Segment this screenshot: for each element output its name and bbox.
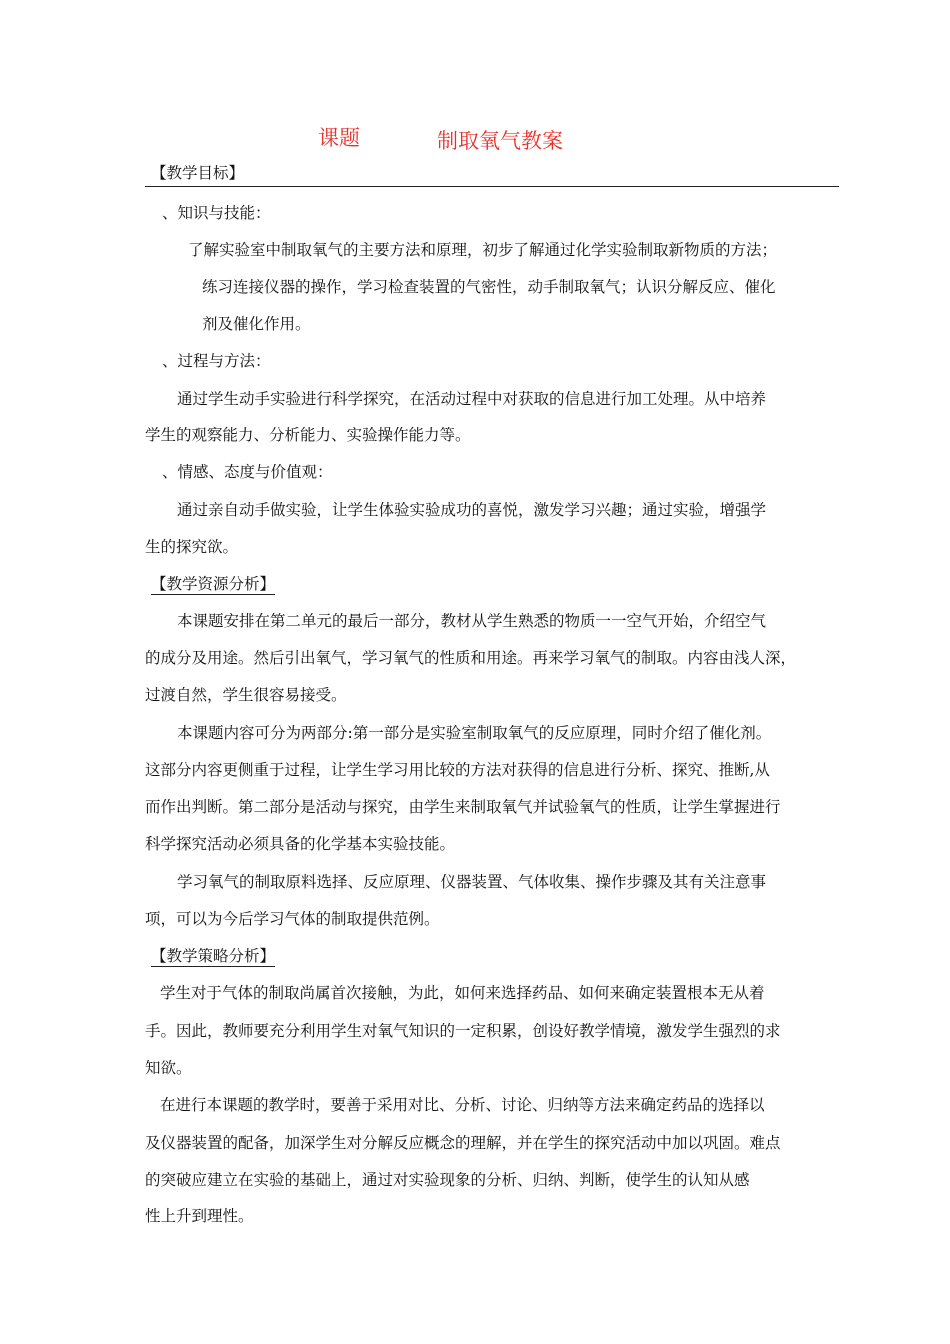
strategy-heading [151, 946, 275, 966]
strategy-p2-line-3: 的突破应建立在实验的基础上，通过对实验现象的分析、归纳、判断，使学生的认知从感 [145, 1171, 750, 1189]
emotion-line-1: 通过亲自动手做实验，让学生体验实验成功的喜悦，激发学习兴趣；通过实验，增强学 [177, 501, 767, 519]
knowledge-line-2: 练习连接仪器的操作，学习检查装置的气密性，动手制取氧气；认识分解反应、催化 [202, 278, 776, 296]
resource-p3-line-2: 项，可以为今后学习气体的制取提供范例。 [145, 910, 440, 928]
objectives-heading: 【教学目标】 [151, 164, 245, 182]
strategy-p1-line-2: 手。因此，教师要充分利用学生对氧气知识的一定积累，创设好教学情境，激发学生强烈的求 [145, 1022, 781, 1040]
document-title [0, 122, 950, 154]
heading-rule [145, 186, 839, 187]
strategy-heading-text: 【教学策略分析】 [151, 947, 276, 965]
resource-p2-line-1: 本课题内容可分为两部分:第一部分是实验室制取氧气的反应原理，同时介绍了催化剂。 [177, 724, 772, 742]
resource-p2-line-4: 科学探究活动必须具备的化学基本实验技能。 [145, 835, 456, 853]
knowledge-line-1: 了解实验室中制取氧气的主要方法和原理，初步了解通过化学实验制取新物质的方法； [188, 241, 778, 259]
process-heading: 、过程与方法： [162, 352, 271, 370]
strategy-p1-line-3: 知欲。 [145, 1059, 192, 1077]
knowledge-heading: 、知识与技能： [162, 204, 271, 222]
process-line-2: 学生的观察能力、分析能力、实验操作能力等。 [145, 426, 471, 444]
title-prefix: 课题 [318, 126, 360, 150]
resource-p2-line-2: 这部分内容更侧重于过程，让学生学习用比较的方法对获得的信息进行分析、探究、推断,从 [145, 761, 770, 779]
title-main: 制取氧气教案 [437, 129, 563, 153]
emotion-heading: 、情感、态度与价值观： [162, 463, 333, 481]
resource-p2-line-3: 而作出判断。第二部分是活动与探究，由学生来制取氧气并试验氧气的性质，让学生掌握进行 [145, 798, 781, 816]
resource-heading [151, 574, 275, 594]
strategy-p2-line-2: 及仪器装置的配备，加深学生对分解反应概念的理解，并在学生的探究活动中加以巩固。难点 [145, 1134, 781, 1152]
knowledge-line-3: 剂及催化作用。 [202, 315, 311, 333]
emotion-line-2: 生的探究欲。 [145, 538, 239, 556]
resource-p1-line-1: 本课题安排在第二单元的最后一部分，教材从学生熟悉的物质一一空气开始，介绍空气 [177, 612, 767, 630]
resource-p1-line-3: 过渡自然，学生很容易接受。 [145, 686, 347, 704]
resource-p3-line-1: 学习氧气的制取原料选择、反应原理、仪器装置、气体收集、操作步骤及其有关注意事 [177, 873, 767, 891]
resource-p1-line-2: 的成分及用途。然后引出氧气，学习氧气的性质和用途。再来学习氧气的制取。内容由浅人深， [145, 649, 797, 667]
strategy-p1-line-1: 学生对于气体的制取尚属首次接触，为此，如何来选择药品、如何来确定装置根本无从着 [160, 984, 765, 1002]
process-line-1: 通过学生动手实验进行科学探究，在活动过程中对获取的信息进行加工处理。从中培养 [177, 390, 767, 408]
resource-heading-text: 【教学资源分析】 [151, 575, 276, 593]
strategy-p2-line-4: 性上升到理性。 [145, 1207, 254, 1225]
strategy-p2-line-1: 在进行本课题的教学时，要善于采用对比、分析、讨论、归纳等方法来确定药品的选择以 [160, 1096, 765, 1114]
